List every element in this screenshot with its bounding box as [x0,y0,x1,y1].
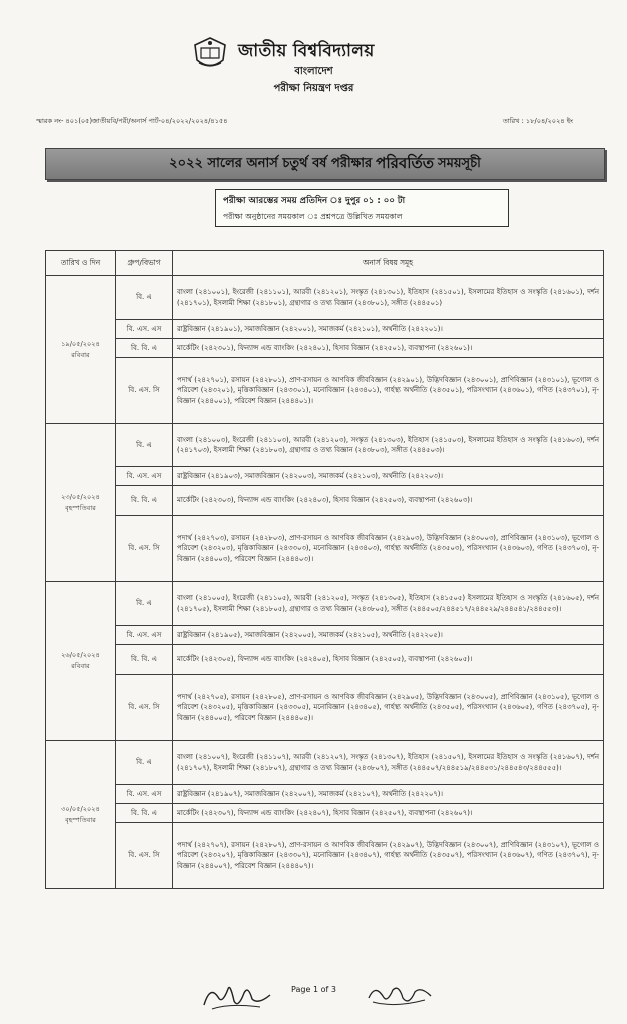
table-row [46,785,604,804]
header-subjects: অনার্স বিষয় সমূহ [173,251,604,276]
group-cell: বি. বি. এ [116,486,173,516]
memo-number: স্মারক নং- ৪০১(০৫)জাতীয়বি/পরী/অনার্স পার্ট-০৪/২০২২/২০২৪/৪১৫৪ [36,117,228,125]
header-date-day: তারিখ ও দিন [46,251,116,276]
exam-weekday: বৃহস্পতিবার [65,815,96,824]
subjects-cell: পদার্থ (২৪২৭০৫), রসায়ন (২৪২৮০৫), প্রাণ-রসায়ন ও আণবিক জীববিজ্ঞান (২৪২৯০৫), উদ্ভিদবিজ্ঞান (২৪৩০০৫), প্রাণিবিজ্ঞান (২৪৩১০৫), ভূগোল ও পরিবেশ (২৪৩২০৫), মৃত্তিকাবিজ্ঞান (২৪৩৩০৫), মনোবিজ্ঞান (২৪৩৪০৫), গার্হস্থ্য অর্থনীতি (২৪৩৫০৫), পরিসংখ্যান (২৪৩৬০৫), গণিত (২৪৩৭০৫), নৃ-বিজ্ঞান (২৪৪০০৫), পরিবেশ বিজ্ঞান (২৪৪৪০৫)। [173,675,604,741]
country-name: বাংলাদেশ [294,66,333,77]
group-cell: বি. বি. এ [116,339,173,358]
subjects-cell: পদার্থ (২৪২৭০৩), রসায়ন (২৪২৮০৩), প্রাণ-রসায়ন ও আণবিক জীববিজ্ঞান (২৪২৯০৩), উদ্ভিদবিজ্ঞান (২৪৩০০৩), প্রাণিবিজ্ঞান (২৪৩১০৩), ভূগোল ও পরিবেশ (২৪৩২০৩), মৃত্তিকাবিজ্ঞান (২৪৩৩০৩), মনোবিজ্ঞান (২৪৩৪০৩), গার্হস্থ্য অর্থনীতি (২৪৩৫০৩), পরিসংখ্যান (২৪৩৬০৩), গণিত (২৪৩৭০৩), নৃ-বিজ্ঞান (২৪৪০০৩), পরিবেশ বিজ্ঞান (২৪৪৪০৩)। [173,516,604,582]
table-row [46,339,604,358]
date-day-cell [46,276,116,424]
schedule-title-banner [45,148,605,180]
group-cell: বি. বি. এ [116,804,173,823]
group-cell: বি. এস. এস [116,785,173,804]
subjects-cell: মার্কেটিং (২৪২৩০৭), ফিন্যান্স এন্ড ব্যাংকিং (২৪২৪০৭), হিসাব বিজ্ঞান (২৪২৫০৭), ব্যবস্থাপনা (২৪২৬০৭)। [173,804,604,823]
subjects-cell: মার্কেটিং (২৪২৩০১), ফিন্যান্স এন্ড ব্যাংকিং (২৪২৪০১), হিসাব বিজ্ঞান (২৪২৫০১), ব্যবস্থাপনা (২৪২৬০১)। [173,339,604,358]
title-text-before: ২০২২ সালের অনার্স চতুর্থ বর্ষ পরীক্ষার [169,155,373,171]
date-day-cell [46,424,116,582]
title-text-after: সময়সূচী [438,155,481,171]
subjects-cell: মার্কেটিং (২৪২৩০৫), ফিন্যান্স এন্ড ব্যাংকিং (২৪২৪০৫), হিসাব বিজ্ঞান (২৪২৫০৫), ব্যবস্থাপনা (২৪২৬০৫)। [173,645,604,675]
subjects-cell: রাষ্ট্রবিজ্ঞান (২৪১৯০৫), সমাজবিজ্ঞান (২৪২০০৫), সমাজকর্ম (২৪২১০৫), অর্থনীতি (২৪২২০৫)। [173,626,604,645]
title-text-emphasis: পরিবর্তিত [376,153,435,172]
exam-date: ১৯/০৫/২০২৪ [61,339,100,348]
subjects-cell: পদার্থ (২৪২৭০১), রসায়ন (২৪২৮০১), প্রাণ-রসায়ন ও আণবিক জীববিজ্ঞান (২৪২৯০১), উদ্ভিদবিজ্ঞান (২৪৩০০১), প্রাণিবিজ্ঞান (২৪৩১০১), ভূগোল ও পরিবেশ (২৪৩২০১), মৃত্তিকাবিজ্ঞান (২৪৩৩০১), মনোবিজ্ঞান (২৪৩৪০১), গার্হস্থ্য অর্থনীতি (২৪৩৫০১), পরিসংখ্যান (২৪৩৬০১), গণিত (২৪৩৭০১), নৃ-বিজ্ঞান (২৪৪০০১), পরিবেশ বিজ্ঞান (২৪৪৪০১)। [173,358,604,424]
subjects-cell: রাষ্ট্রবিজ্ঞান (২৪১৯০৭), সমাজবিজ্ঞান (২৪২০০৭), সমাজকর্ম (২৪২১০৭), অর্থনীতি (২৪২২০৭)। [173,785,604,804]
group-cell: বি. এস. সি [116,358,173,424]
date-day-cell [46,741,116,889]
table-row [46,582,604,626]
table-row [46,486,604,516]
table-row [46,276,604,320]
table-row [46,516,604,582]
group-cell: বি. এস. সি [116,675,173,741]
exam-start-time: পরীক্ষা আরম্ভের সময় প্রতিদিন ঃ দুপুর ০১ : ০০ টা [223,196,406,206]
subjects-cell: পদার্থ (২৪২৭০৭), রসায়ন (২৪২৮০৭), প্রাণ-রসায়ন ও আণবিক জীববিজ্ঞান (২৪২৯০৭), উদ্ভিদবিজ্ঞান (২৪৩০০৭), প্রাণিবিজ্ঞান (২৪৩১০৭), ভূগোল ও পরিবেশ (২৪৩২০৭), মৃত্তিকাবিজ্ঞান (২৪৩৩০৭), মনোবিজ্ঞান (২৪৩৪০৭), গার্হস্থ্য অর্থনীতি (২৪৩৫০৭), পরিসংখ্যান (২৪৩৬০৭), গণিত (২৪৩৭০৭), নৃ-বিজ্ঞান (২৪৪০০৭), পরিবেশ বিজ্ঞান (২৪৪৪০৭)। [173,823,604,889]
group-cell: বি. এ [116,741,173,785]
table-row [46,467,604,486]
table-row [46,823,604,889]
group-cell: বি. বি. এ [116,645,173,675]
exam-weekday: রবিবার [71,350,90,359]
subjects-cell: বাংলা (২৪১০০১), ইংরেজী (২৪১১০১), আরবী (২৪১২০১), সংস্কৃত (২৪১৩০১), ইতিহাস (২৪১৫০১), ইসলামের ইতিহাস ও সংস্কৃতি (২৪১৬০১), দর্শন (২৪১৭০১), ইসলামী শিক্ষা (২৪১৮০১), গ্রন্থাগার ও তথ্য বিজ্ঞান (২৪৩৮০১), সঙ্গীত (২৪৪৫০১) [173,276,604,320]
subjects-cell: মার্কেটিং (২৪২৩০৩), ফিন্যান্স এন্ড ব্যাংকিং (২৪২৪০৩), হিসাব বিজ্ঞান (২৪২৫০৩), ব্যবস্থাপনা (২৪২৬০৩)। [173,486,604,516]
subjects-cell: বাংলা (২৪১০০৫), ইংরেজী (২৪১১০৫), আরবী (২৪১২০৫), সংস্কৃত (২৪১৩০৫), ইতিহাস (২৪১৫০৫) ইসলামের ইতিহাস ও সংস্কৃতি (২৪১৬০৫), দর্শন (২৪১৭০৫), ইসলামী শিক্ষা (২৪১৮০৫), গ্রন্থাগার ও তথ্য বিজ্ঞান (২৪৩৮০৫), সঙ্গীত (২৪৪৫০৫/২৪৪৫১৭/২৪৪৫২৯/২৪৪৫৪১/২৪৪৫৫৩)। [173,582,604,626]
group-cell: বি. এস. সি [116,516,173,582]
office-name: পরীক্ষা নিয়ন্ত্রণ দপ্তর [273,83,354,94]
subjects-cell: রাষ্ট্রবিজ্ঞান (২৪১৯০১), সমাজবিজ্ঞান (২৪২০০১), সমাজকর্ম (২৪২১০১), অর্থনীতি (২৪২২০১)। [173,320,604,339]
table-row [46,645,604,675]
table-row [46,675,604,741]
group-cell: বি. এ [116,424,173,467]
group-cell: বি. এস. এস [116,320,173,339]
group-cell: বি. এ [116,276,173,320]
university-name: জাতীয় বিশ্ববিদ্যালয় [238,41,375,61]
table-row [46,804,604,823]
group-cell: বি. এস. এস [116,626,173,645]
table-row [46,741,604,785]
table-row [46,358,604,424]
group-cell: বি. এস. সি [116,823,173,889]
date-day-cell [46,582,116,741]
signature-left [200,975,275,1015]
table-row [46,320,604,339]
exam-date: ৩০/০৫/২০২৪ [61,804,100,813]
exam-weekday: বৃহস্পতিবার [65,503,96,512]
exam-time-box [215,189,509,227]
table-row [46,626,604,645]
exam-date: ২৩/০৫/২০২৪ [61,492,100,501]
group-cell: বি. এ [116,582,173,626]
table-header-row [46,251,604,276]
group-cell: বি. এস. এস [116,467,173,486]
subjects-cell: রাষ্ট্রবিজ্ঞান (২৪১৯০৩), সমাজবিজ্ঞান (২৪২০০৩), সমাজকর্ম (২৪২১০৩), অর্থনীতি (২৪২২০৩)। [173,467,604,486]
page-number: Page 1 of 3 [291,985,336,994]
exam-duration: পরীক্ষা অনুষ্ঠানের সময়কাল ঃ প্রশ্নপত্রে উল্লিখিত সময়কাল [223,212,403,221]
header-group: গ্রুপ/বিভাগ [116,251,173,276]
exam-weekday: রবিবার [71,662,90,670]
issue-date: তারিখ : ১৮/০৪/২০২৪ ইং [502,117,573,125]
exam-date: ২৬/০৫/২০২৪ [61,651,100,659]
subjects-cell: বাংলা (২৪১০০৭), ইংরেজী (২৪১১০৭), আরবী (২৪১২০৭), সংস্কৃত (২৪১৩০৭), ইতিহাস (২৪১৫০৭), ইসলামের ইতিহাস ও সংস্কৃতি (২৪১৬০৭), দর্শন (২৪১৭০৭), ইসলামী শিক্ষা (২৪১৮০৭), গ্রন্থাগার ও তথ্য বিজ্ঞান (২৪৩৮০৭), সঙ্গীত (২৪৪৫০৭/২৪৪৫১৯/২৪৪৫৩১/২৪৪৫৪৩/২৪৪৫৫৫)। [173,741,604,785]
signature-right [365,980,435,1010]
table-row [46,424,604,467]
subjects-cell: বাংলা (২৪১০০৩), ইংরেজী (২৪১১০৩), আরবী (২৪১২০৩), সংস্কৃত (২৪১৩০৩), ইতিহাস (২৪১৫০৩), ইসলামের ইতিহাস ও সংস্কৃতি (২৪১৬০৩), দর্শন (২৪১৭০৩), ইসলামী শিক্ষা (২৪১৮০৩), গ্রন্থাগার ও তথ্য বিজ্ঞান (২৪৩৮০৩), সঙ্গীত (২৪৪৫০৩)। [173,424,604,467]
exam-schedule-table [45,250,604,889]
